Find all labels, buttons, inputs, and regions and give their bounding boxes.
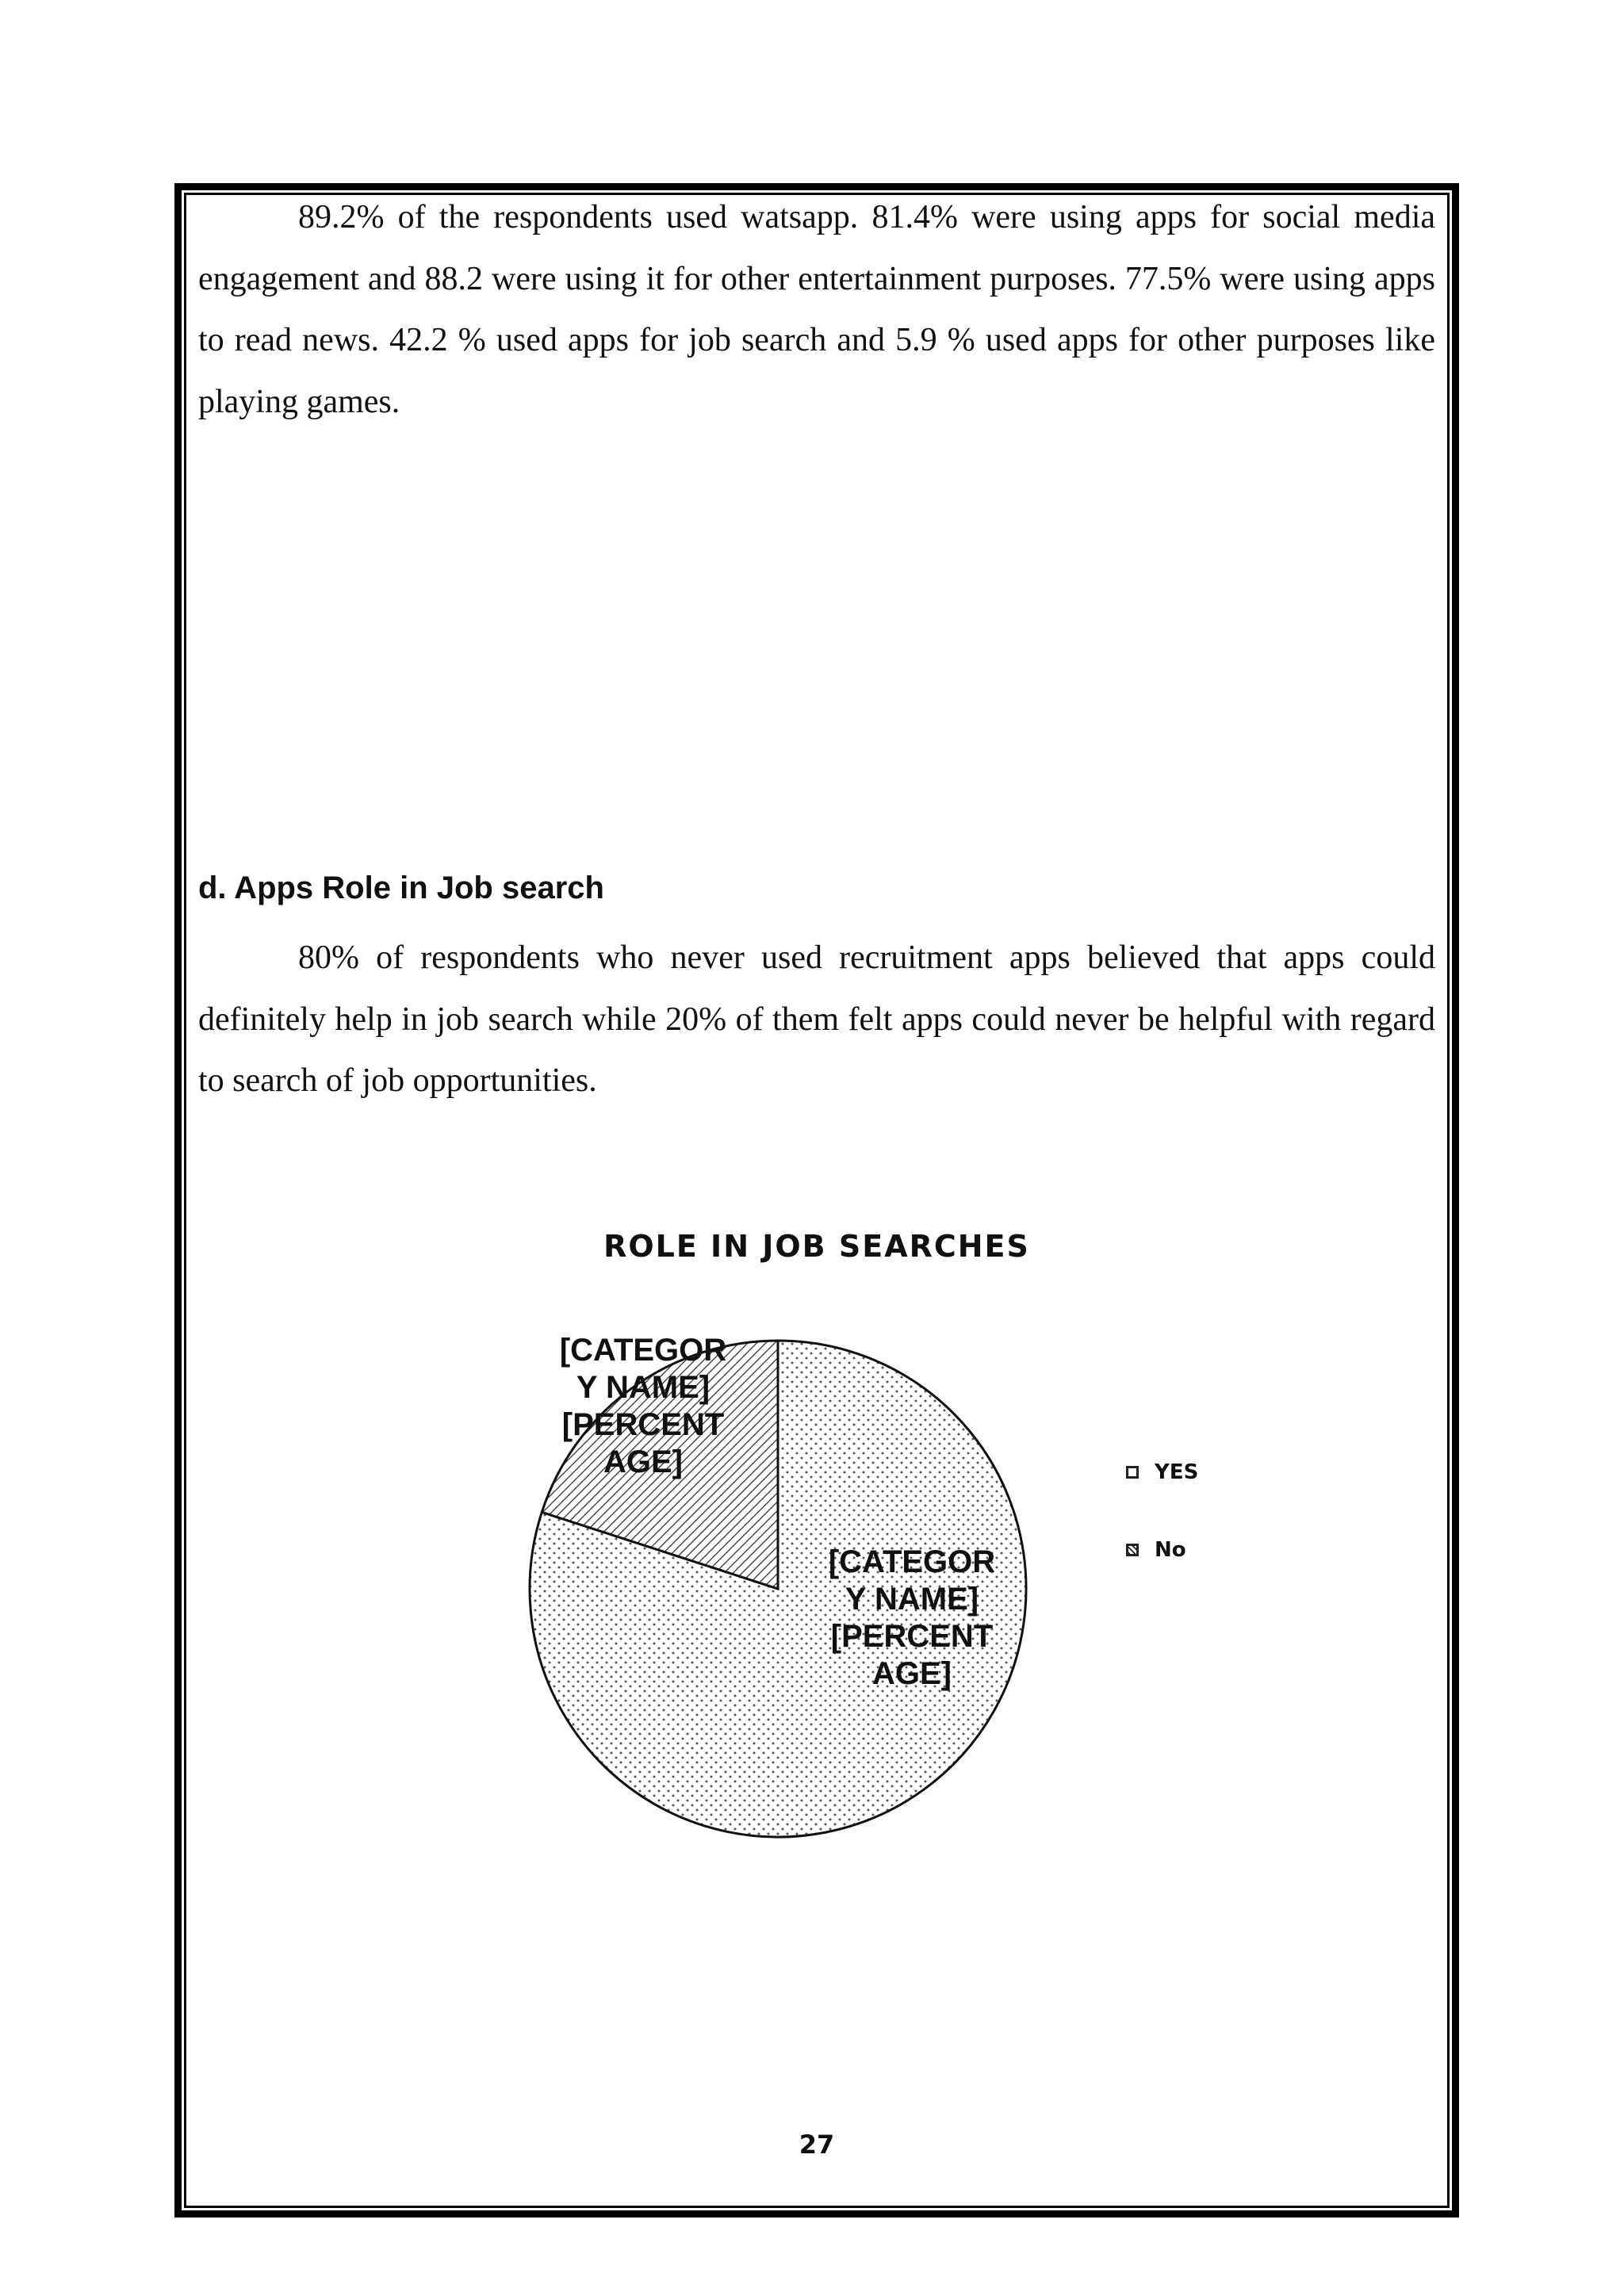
pie-slice-label-line: [PERCENT: [561, 1407, 725, 1442]
paragraph-job-search-text: 80% of respondents who never used recruitment apps believed that apps could definitely help in job search while 20% of them felt apps could never be helpful with regard to search of job opportunities.: [198, 939, 1435, 1099]
pie-slice-label-line: [CATEGOR: [828, 1544, 996, 1579]
legend-swatch-no: [1126, 1544, 1139, 1556]
pie-slice-label-line: [PERCENT: [830, 1619, 994, 1654]
legend-label-yes: YES: [1155, 1460, 1199, 1484]
legend-label-no: No: [1155, 1538, 1186, 1562]
pie-slice-label-line: Y NAME]: [576, 1370, 710, 1405]
section-heading: d. Apps Role in Job search: [198, 871, 604, 905]
legend-item-yes: [1126, 1460, 1198, 1484]
pie-slice-label-line: Y NAME]: [845, 1582, 979, 1617]
chart-title: ROLE IN JOB SEARCHES: [603, 1229, 1030, 1264]
legend-item-no: [1126, 1538, 1186, 1562]
pie-slice-label-line: [CATEGOR: [559, 1333, 727, 1368]
pie-slice-label-line: AGE]: [603, 1445, 683, 1479]
legend-swatch-yes: [1126, 1466, 1139, 1479]
paragraph-app-usage-text: 89.2% of the respondents used watsapp. 81.4% were using apps for social media engagement and 88.2 were using it for other entertainment purposes. 77.5% were using apps to read news. 42.2 % used apps for job search and 5.9 % used apps for other purposes like playing games.: [198, 199, 1435, 420]
pie-slice-label-line: AGE]: [872, 1656, 952, 1691]
page-number: 27: [799, 2130, 835, 2160]
